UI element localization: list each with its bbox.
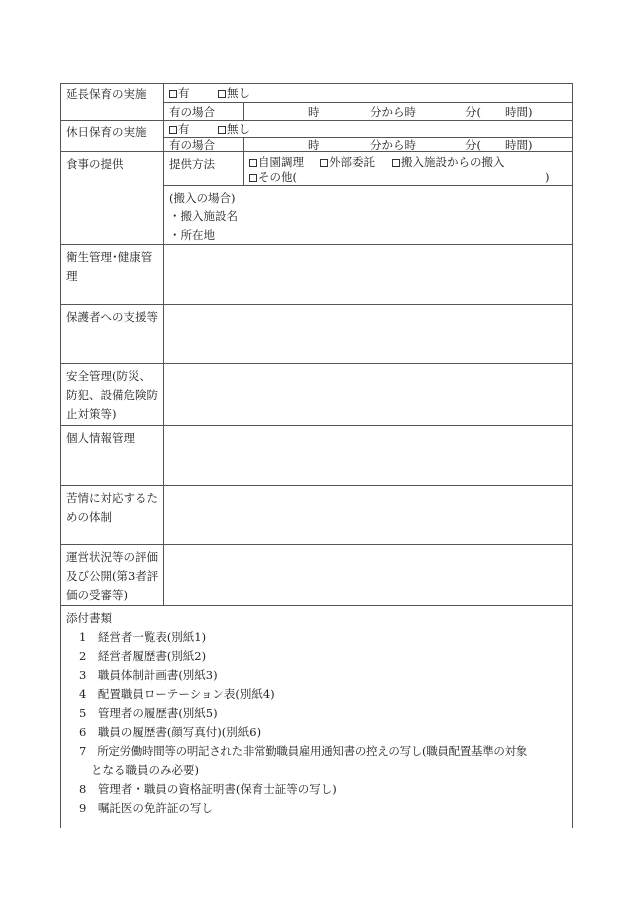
checkbox-icon[interactable]: [169, 90, 177, 98]
row-divider: [60, 120, 573, 121]
meals-option-other-close: ): [545, 170, 550, 184]
attachment-item-continuation: となる職員のみ必要): [91, 763, 199, 777]
evaluation-label: 運営状況等の評価及び公開(第3者評価の受審等): [66, 550, 159, 602]
holiday-care-hour-label: 時: [308, 138, 320, 152]
guardian-support-label: 保護者への支援等: [66, 310, 158, 324]
extended-care-minute-label: 分(: [465, 105, 481, 119]
meals-delivery-case-label: (搬入の場合): [169, 191, 236, 205]
extended-care-yes-option[interactable]: 有: [169, 86, 190, 100]
checkbox-icon[interactable]: [392, 159, 400, 167]
meals-option-delivered[interactable]: 搬入施設からの搬入: [392, 155, 505, 169]
meals-option-outsourced[interactable]: 外部委託: [320, 155, 375, 169]
extended-care-no-option[interactable]: 無し: [218, 86, 250, 100]
extended-care-label: 延長保育の実施: [66, 87, 147, 101]
meals-facility-name-label: ・搬入施設名: [169, 209, 238, 223]
attachment-item: 9 嘱託医の免許証の写し: [79, 801, 213, 815]
holiday-care-minute-label: 分(: [465, 138, 481, 152]
holiday-care-no-option[interactable]: 無し: [218, 122, 250, 136]
row-divider: [60, 244, 573, 245]
row-divider: [60, 425, 573, 426]
checkbox-icon[interactable]: [218, 90, 226, 98]
meals-option-other[interactable]: その他(: [249, 170, 297, 184]
row-divider: [60, 304, 573, 305]
attachment-item: 5 管理者の履歴書(別紙5): [79, 706, 218, 720]
attachment-item: 2 経営者履歴書(別紙2): [79, 649, 207, 663]
checkbox-icon[interactable]: [249, 174, 257, 182]
row-divider: [60, 544, 573, 545]
row-divider: [60, 485, 573, 486]
complaints-label: 苦情に対応するための体制: [66, 491, 158, 524]
holiday-care-label: 休日保育の実施: [66, 125, 147, 139]
column-divider: [243, 151, 244, 185]
row-divider: [60, 605, 573, 606]
holiday-care-minute-from-label: 分から時: [370, 138, 416, 152]
extended-care-minute-from-label: 分から時: [370, 105, 416, 119]
attachments-title: 添付書類: [66, 611, 112, 625]
holiday-care-yes-option[interactable]: 有: [169, 122, 190, 136]
extended-care-hours-label: 時間): [505, 105, 533, 119]
meals-option-in-house[interactable]: 自園調理: [249, 155, 304, 169]
safety-label: 安全管理(防災、防犯、設備危険防止対策等): [66, 369, 158, 421]
column-divider: [163, 83, 164, 605]
row-divider: [60, 363, 573, 364]
attachment-item: 7 所定労働時間等の明記された非常勤職員雇用通知書の控えの写し(職員配置基準の対象: [79, 744, 527, 758]
meals-location-label: ・所在地: [169, 228, 215, 242]
attachment-item: 1 経営者一覧表(別紙1): [79, 630, 207, 644]
attachment-item: 3 職員体制計画書(別紙3): [79, 668, 218, 682]
meals-method-label: 提供方法: [169, 157, 215, 171]
attachment-item: 4 配置職員ローテーション表(別紙4): [79, 687, 275, 701]
attachment-item: 6 職員の履歴書(顔写真付)(別紙6): [79, 725, 262, 739]
row-divider: [163, 102, 573, 103]
extended-care-hour-label: 時: [308, 105, 320, 119]
column-divider: [243, 137, 244, 151]
hygiene-label: 衛生管理･健康管理: [66, 250, 153, 283]
privacy-label: 個人情報管理: [66, 431, 135, 445]
checkbox-icon[interactable]: [320, 159, 328, 167]
checkbox-icon[interactable]: [169, 126, 177, 134]
attachment-item: 8 管理者・職員の資格証明書(保育士証等の写し): [79, 782, 337, 796]
holiday-care-if-yes-label: 有の場合: [169, 138, 215, 152]
column-divider: [243, 102, 244, 120]
holiday-care-hours-label: 時間): [505, 138, 533, 152]
checkbox-icon[interactable]: [249, 159, 257, 167]
checkbox-icon[interactable]: [218, 126, 226, 134]
meals-label: 食事の提供: [66, 157, 124, 171]
row-divider: [163, 185, 573, 186]
extended-care-if-yes-label: 有の場合: [169, 105, 215, 119]
